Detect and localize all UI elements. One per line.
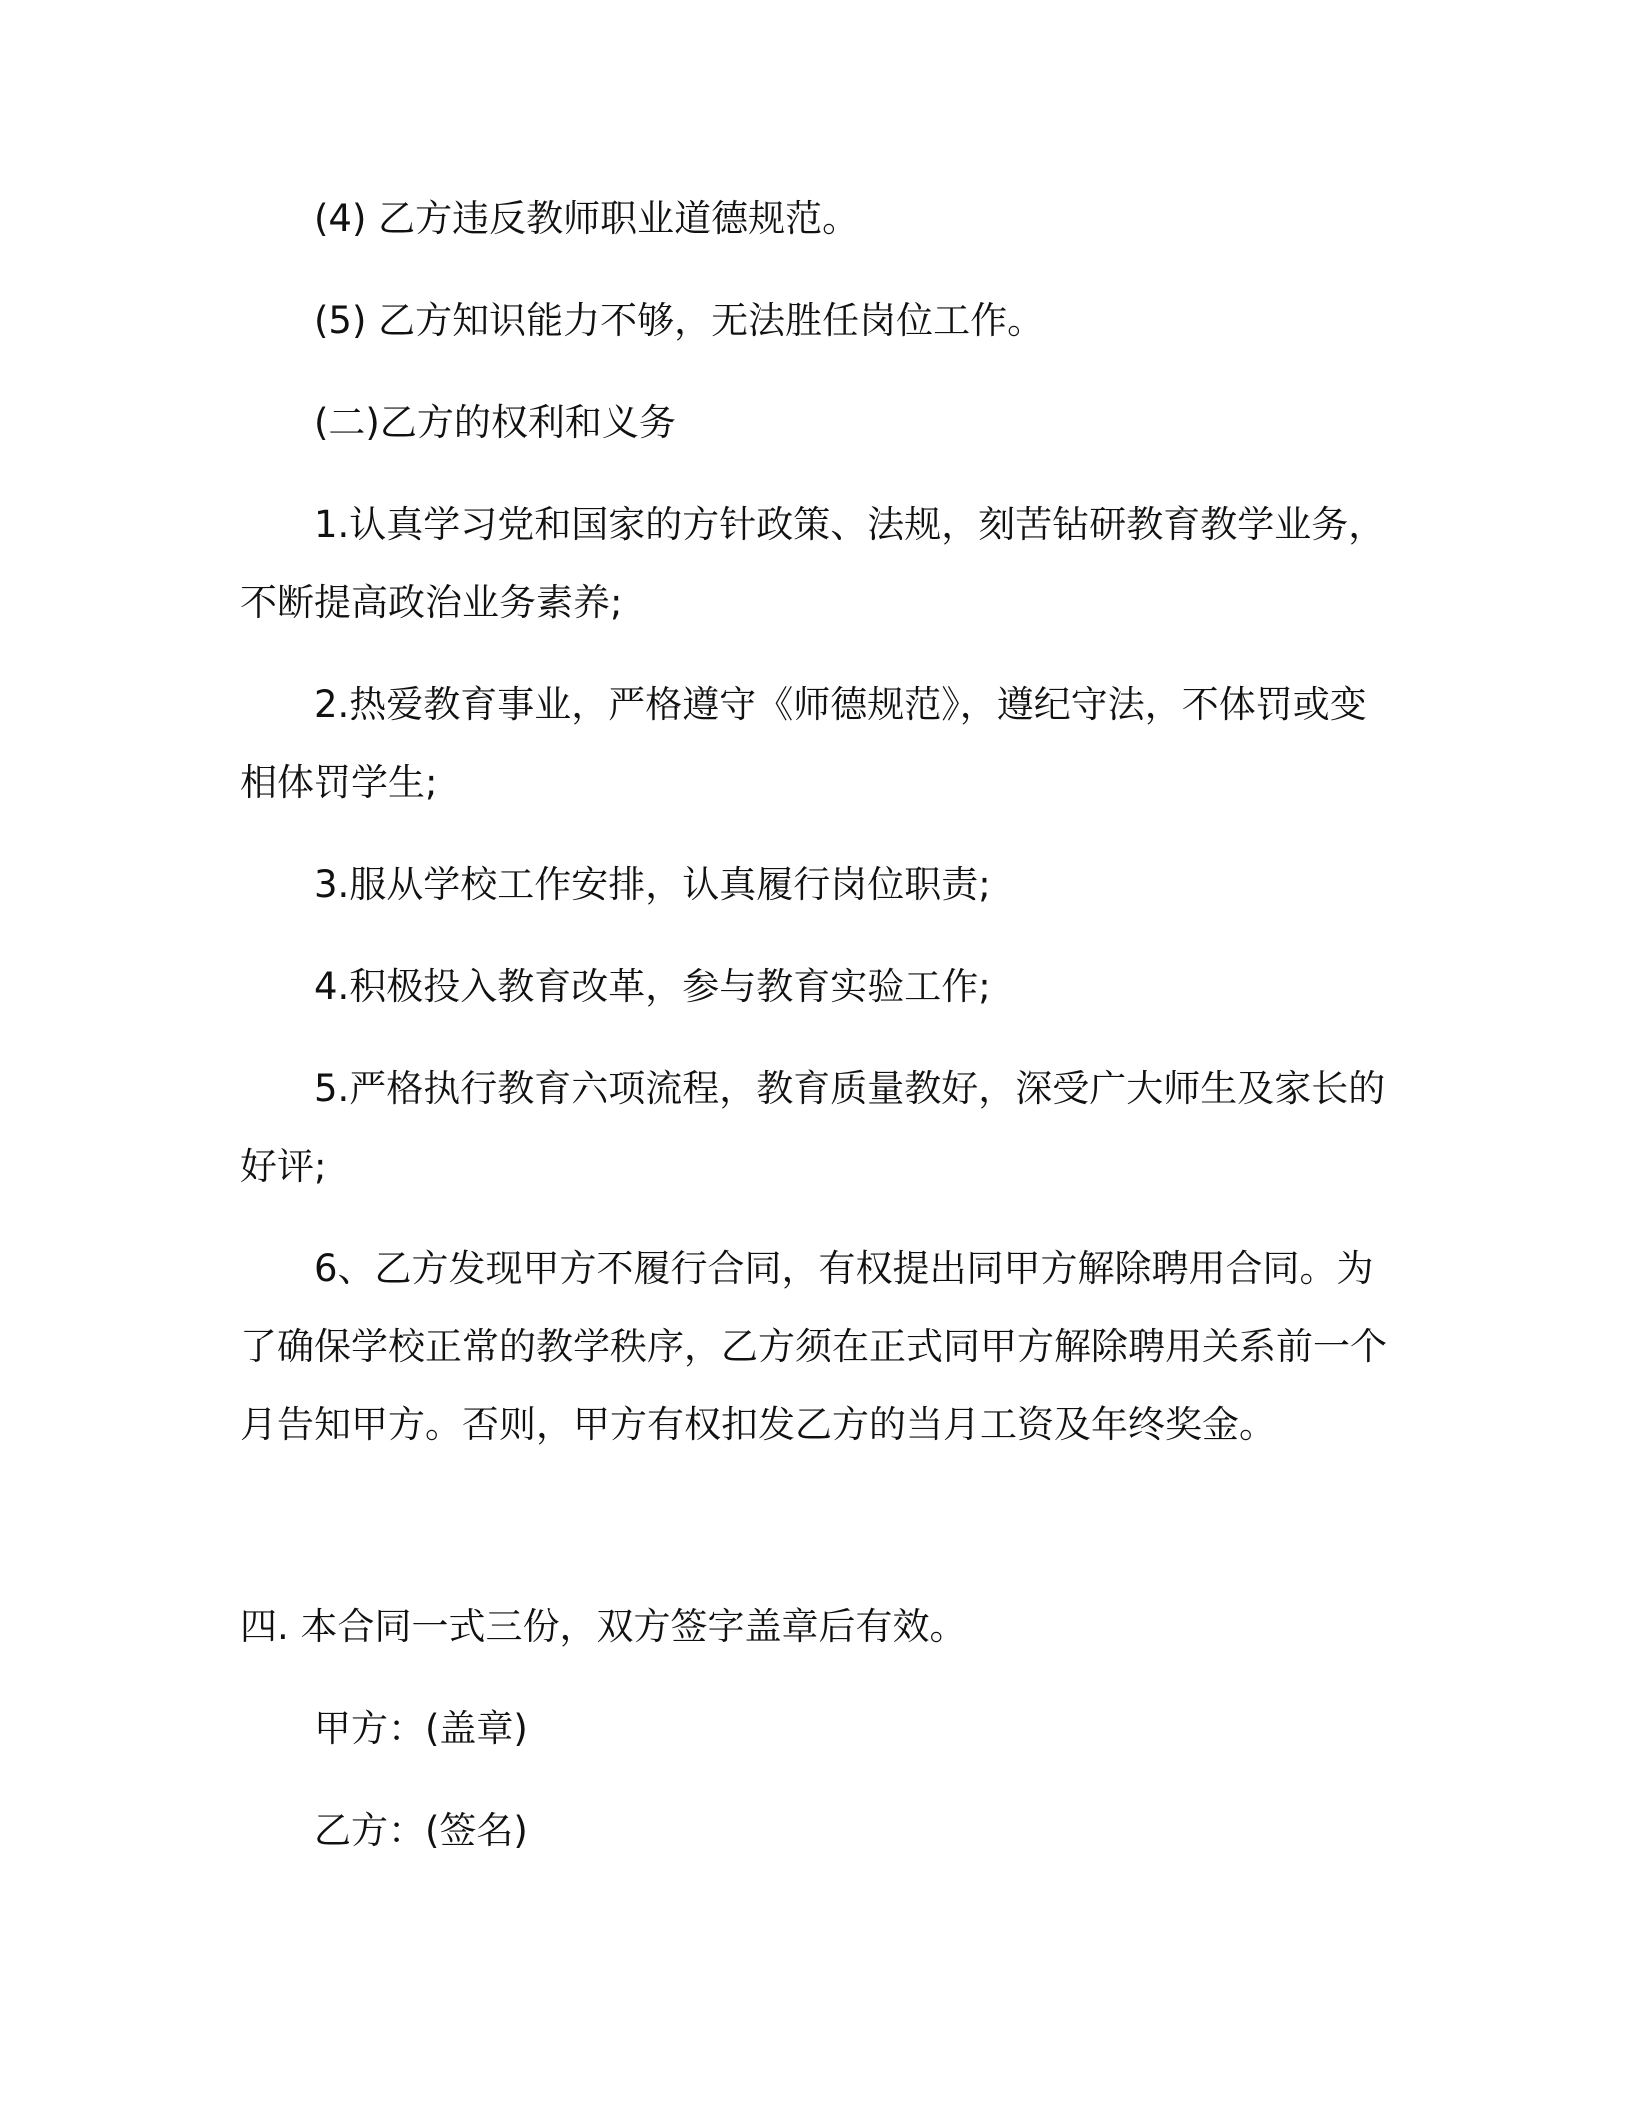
party-b-signature: 乙方：(签名) [314,1809,528,1852]
duty-item-4: 4.积极投入教育改革，参与教育实验工作; [314,965,991,1008]
duty-item-5: 5.严格执行教育六项流程，教育质量教好，深受广大师生及家长的好评; [240,1067,1386,1188]
section-four-copies: 四. 本合同一式三份，双方签字盖章后有效。 [240,1605,967,1648]
duty-item-6: 6、乙方发现甲方不履行合同，有权提出同甲方解除聘用合同。为了确保学校正常的教学秩序，乙方须在正式同甲方解除聘用关系前一个月告知甲方。否则，甲方有权扣发乙方的当月工资及年终奖金。 [240,1247,1387,1446]
duty-item-3: 3.服从学校工作安排，认真履行岗位职责; [314,863,991,906]
duty-item-2: 2.热爱教育事业，严格遵守《师德规范》，遵纪守法，不体罚或变相体罚学生; [240,683,1367,804]
party-a-seal: 甲方：(盖章) [314,1707,528,1750]
clause-4: (4) 乙方违反教师职业道德规范。 [314,197,860,240]
section-heading-rights-duties: (二)乙方的权利和义务 [314,401,676,444]
clause-5: (5) 乙方知识能力不够，无法胜任岗位工作。 [314,299,1045,342]
duty-item-1: 1.认真学习党和国家的方针政策、法规，刻苦钻研教育教学业务，不断提高政治业务素养; [240,503,1386,624]
